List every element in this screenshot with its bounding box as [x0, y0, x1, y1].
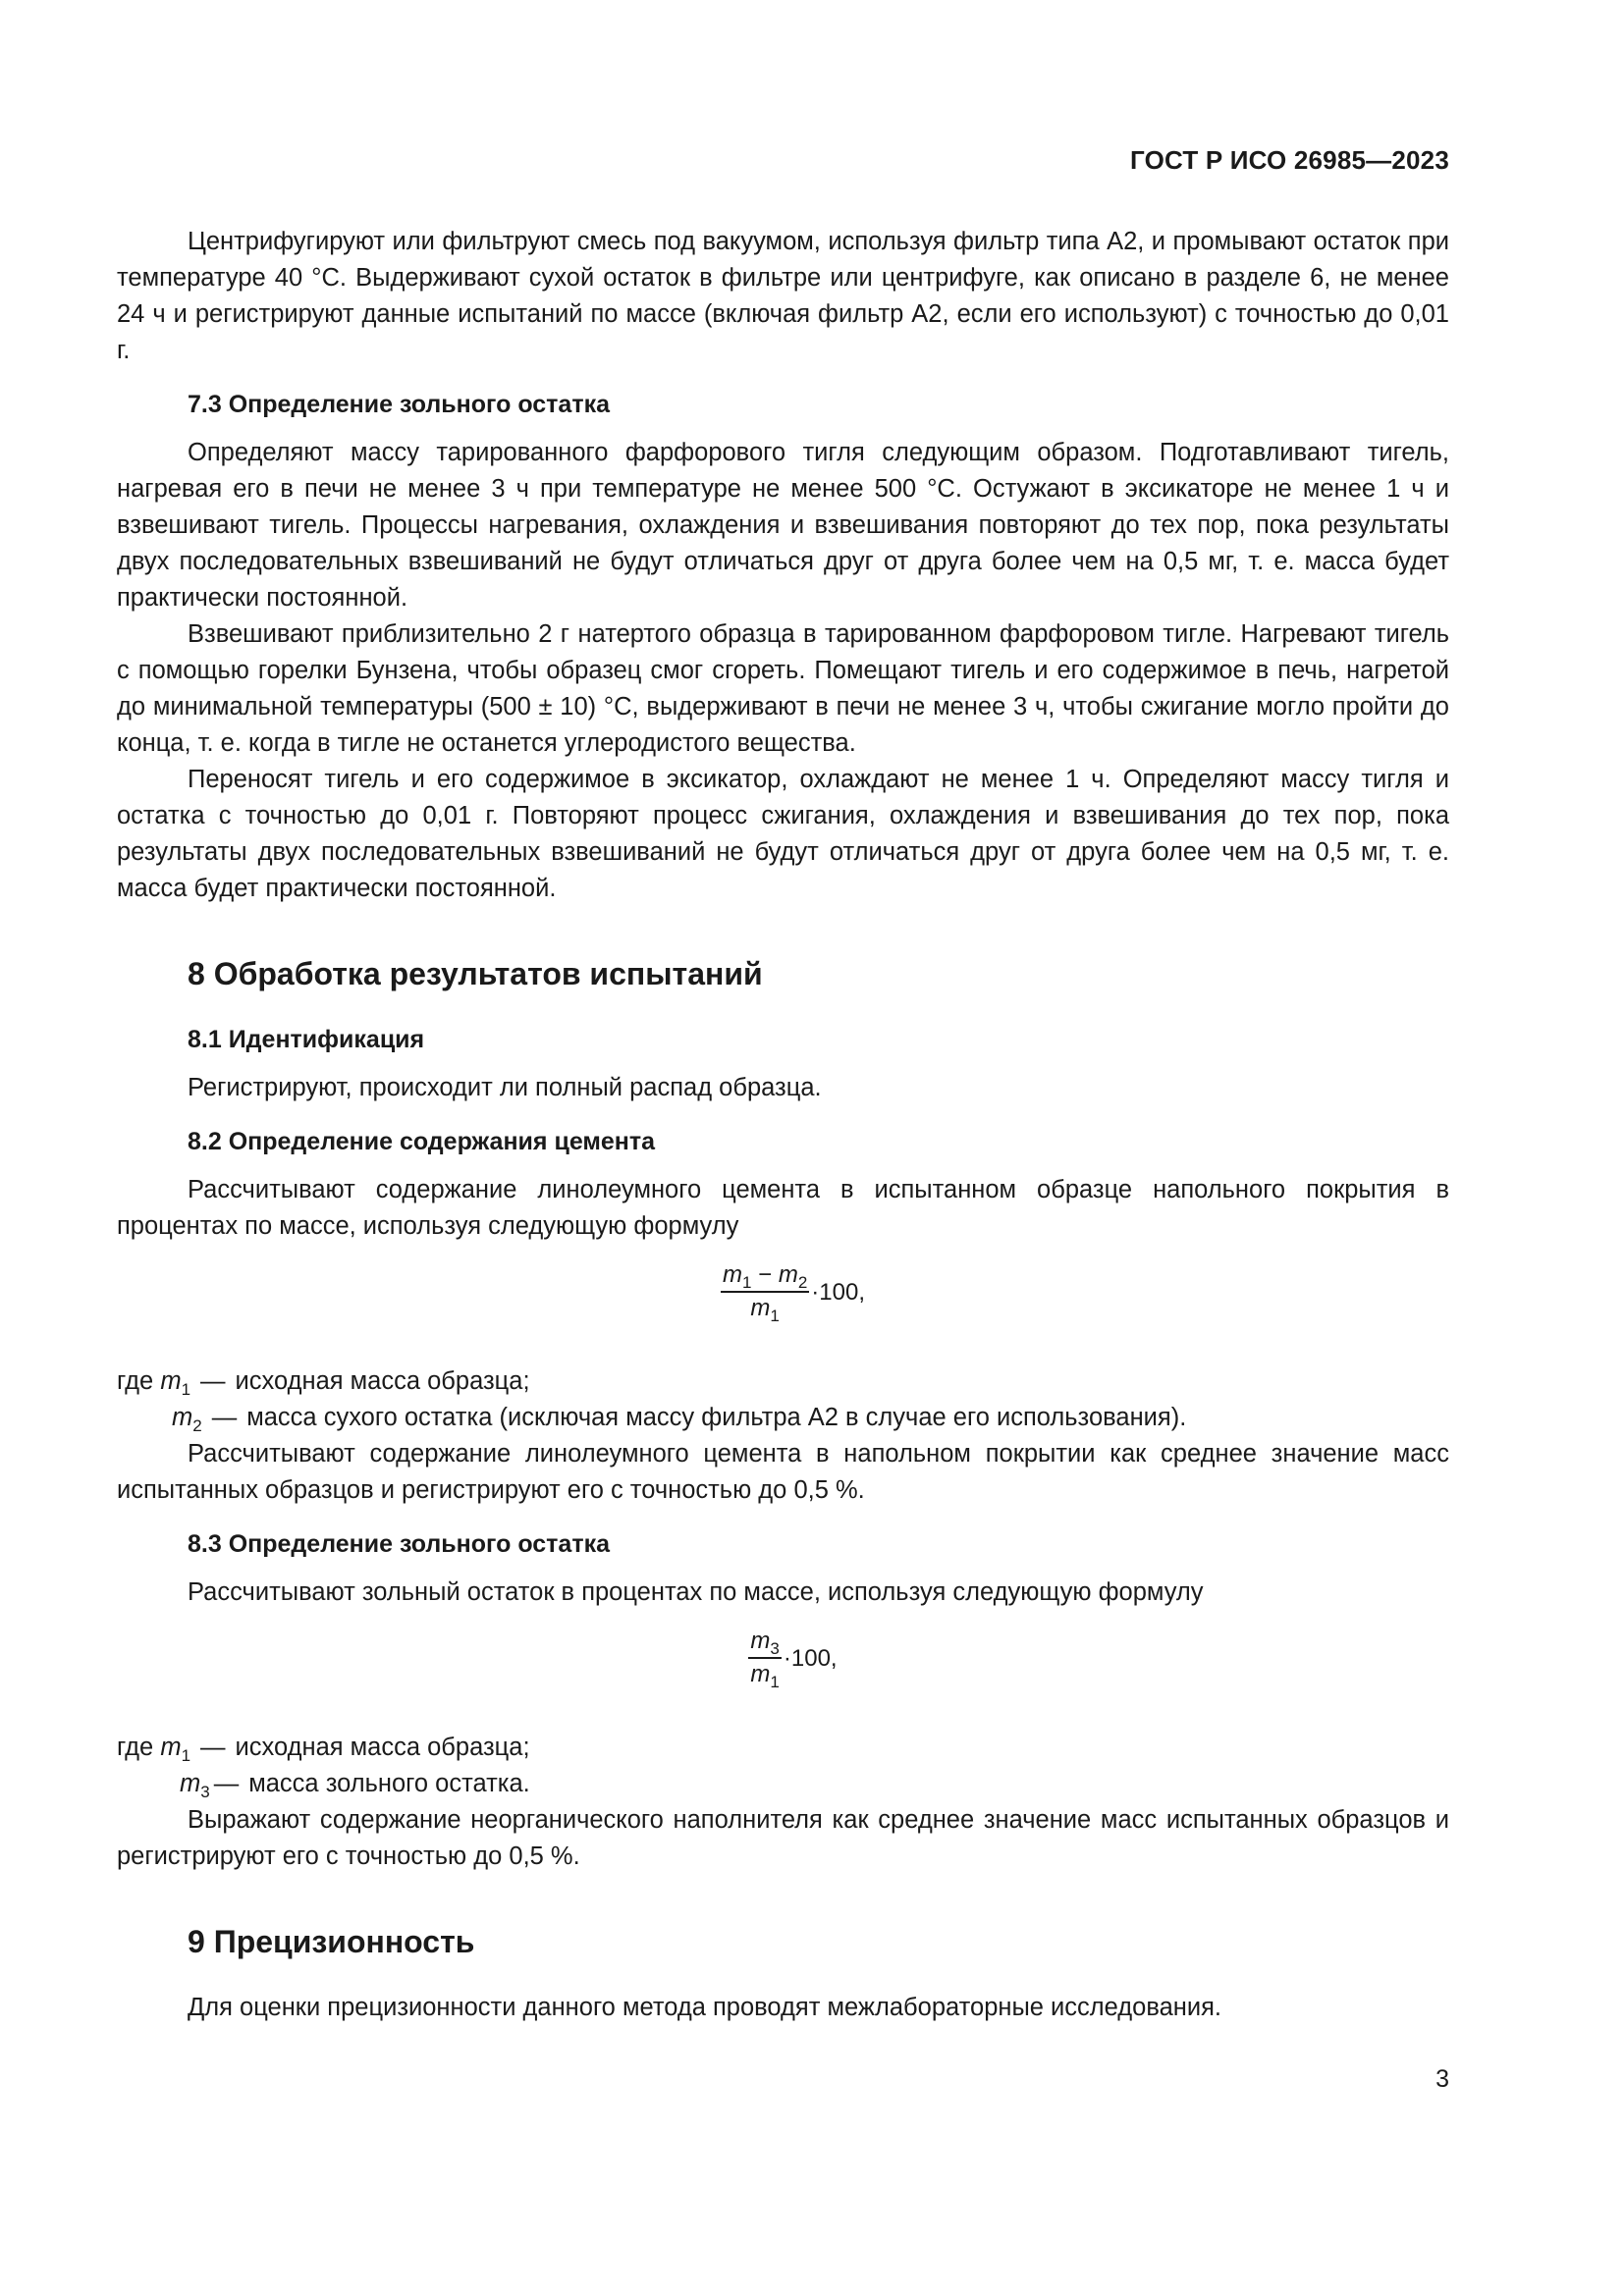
- formula-cement-numerator: $m_1 - m_2$: [723, 1261, 808, 1292]
- paragraph-8-2-1: Рассчитывают содержание линолеумного цемента в испытанном образце напольного покрытия в процентах по массе, используя следующую формулу: [117, 1176, 1449, 1240]
- where-8-2-m2: $m_2$ — масса сухого остатка (исключая массу фильтра А2 в случае его использования).: [172, 1404, 1187, 1435]
- formula-cement-fraction: [721, 1260, 809, 1324]
- section-title-9: 9 Прецизионность: [188, 1924, 475, 1959]
- paragraph-8-3-1: Рассчитывают зольный остаток в процентах по массе, используя следующую формулу: [188, 1578, 1204, 1606]
- where-8-3-m3: $m_3$ — масса зольного остатка.: [180, 1770, 530, 1801]
- paragraph-7-3-3: Переносят тигель и его содержимое в эксикатор, охлаждают не менее 1 ч. Определяют массу тигля и остатка с точностью до 0,01 г. Повторяют процесс сжигания, охлаждения и взвешивания до тех пор, пока результаты двух последовательных взвешиваний не будут отличаться друг от друга более чем на 0,5 мг, т. е. масса будет практически постоянной.: [117, 766, 1449, 902]
- formula-ash: [136, 1627, 1449, 1690]
- formula-ash-fraction: [748, 1627, 781, 1690]
- paragraph-top: Центрифугируют или фильтруют смесь под вакуумом, используя фильтр типа А2, и промывают остаток при температуре 40 °C. Выдерживают сухой остаток в фильтре или центрифуге, как описано в разделе 6, не менее 24 ч и регистрируют данные испытаний по массе (включая фильтр А2, если его используют) с точностью до 0,01 г.: [117, 228, 1449, 364]
- subsection-title-8-1: 8.1 Идентификация: [188, 1026, 425, 1053]
- where-8-3-m1: где $m_1$ — исходная масса образца;: [117, 1734, 530, 1765]
- where-8-2-m1: где $m_1$ — исходная масса образца;: [117, 1367, 530, 1399]
- formula-cement: [136, 1260, 1449, 1324]
- paragraph-7-3-1: Определяют массу тарированного фарфорового тигля следующим образом. Подготавливают тигель, нагревая его в печи не менее 3 ч при температуре не менее 500 °C. Остужают в эксикаторе не менее 1 ч и взвешивают тигель. Процессы нагревания, охлаждения и взвешивания повторяют до тех пор, пока результаты двух последовательных взвешиваний не будут отличаться друг от друга более чем на 0,5 мг, т. е. масса будет практически постоянной.: [117, 439, 1449, 612]
- formula-cement-multiplier: ·100,: [811, 1279, 865, 1306]
- subsection-title-7-3: 7.3 Определение зольного остатка: [188, 391, 610, 418]
- paragraph-8-3-2: Выражают содержание неорганического наполнителя как среднее значение масс испытанных образцов и регистрируют его с точностью до 0,5 %.: [117, 1806, 1449, 1870]
- page-number: 3: [1435, 2065, 1449, 2093]
- formula-cement-denominator: $m_1$: [750, 1295, 780, 1325]
- formula-ash-denominator: $m_1$: [750, 1661, 780, 1691]
- paragraph-9: Для оценки прецизионности данного метода проводят межлабораторные исследования.: [188, 1994, 1222, 2021]
- paragraph-8-2-2: Рассчитывают содержание линолеумного цемента в напольном покрытии как среднее значение масс испытанных образцов и регистрируют его с точностью до 0,5 %.: [117, 1440, 1449, 1504]
- formula-ash-multiplier: ·100,: [783, 1645, 838, 1672]
- paragraph-8-1: Регистрируют, происходит ли полный распад образца.: [188, 1074, 822, 1101]
- paragraph-7-3-2: Взвешивают приблизительно 2 г натертого образца в тарированном фарфоровом тигле. Нагревают тигель с помощью горелки Бунзена, чтобы образец смог сгореть. Помещают тигель и его содержимое в печь, нагретой до минимальной температуры (500 ± 10) °C, выдерживают в печи не менее 3 ч, чтобы сжигание могло пройти до конца, т. е. когда в тигле не останется углеродистого вещества.: [117, 620, 1449, 757]
- formula-ash-numerator: $m_3$: [750, 1628, 780, 1658]
- subsection-title-8-2: 8.2 Определение содержания цемента: [188, 1128, 656, 1155]
- section-title-8: 8 Обработка результатов испытаний: [188, 956, 763, 991]
- document-body: [117, 224, 1449, 2026]
- subsection-title-8-3: 8.3 Определение зольного остатка: [188, 1530, 610, 1558]
- document-header: ГОСТ Р ИСО 26985—2023: [1129, 145, 1449, 175]
